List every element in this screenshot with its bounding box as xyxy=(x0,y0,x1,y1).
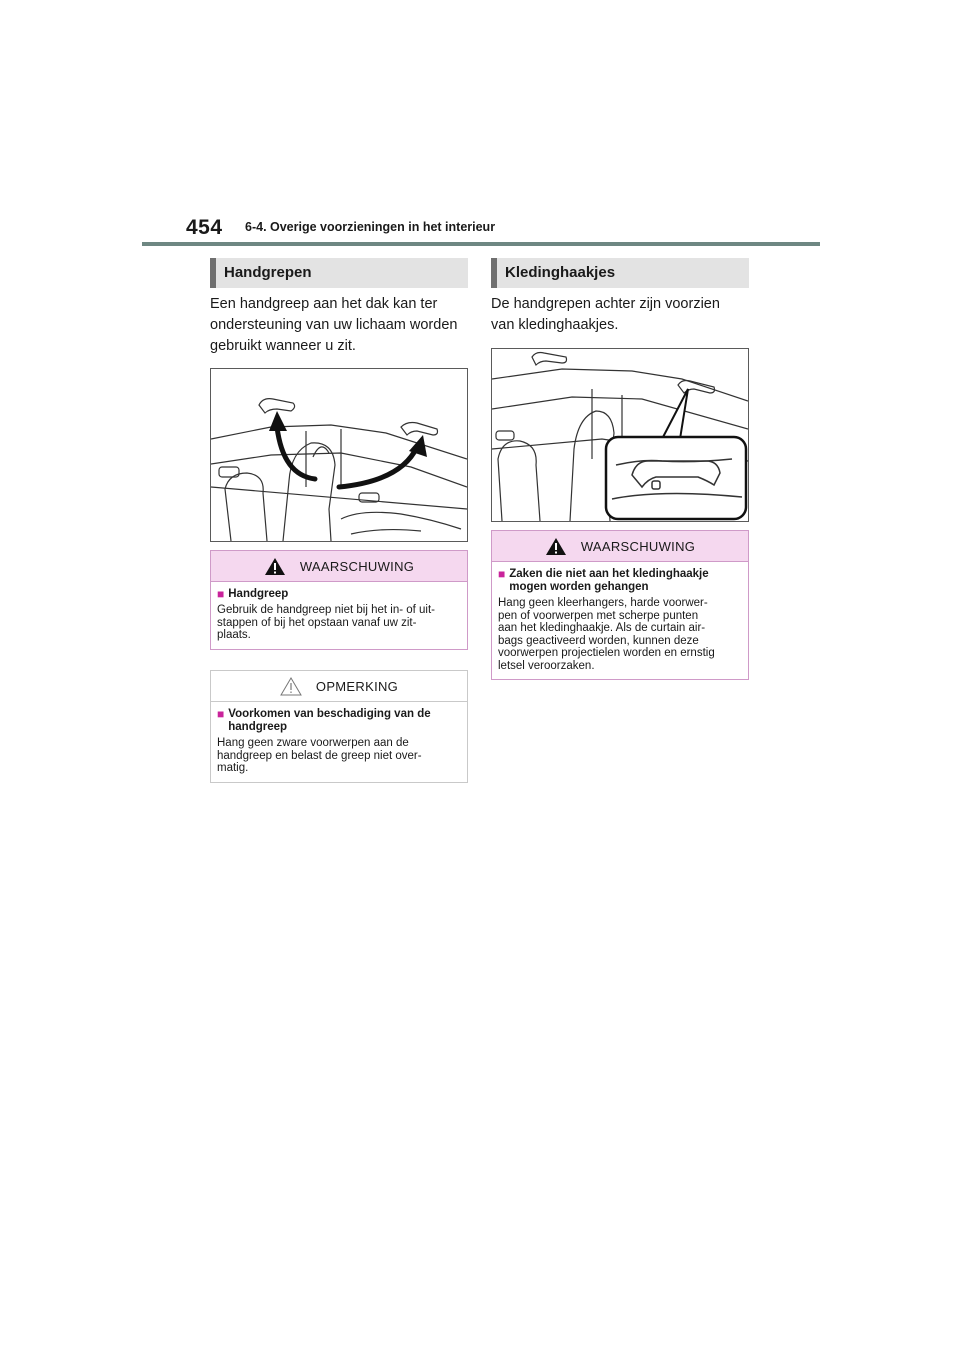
warning-line: Gebruik de handgreep niet bij het in- of uit- xyxy=(217,604,435,616)
warning-line: bags geactiveerd worden, kunnen deze xyxy=(498,634,699,647)
warning-text xyxy=(217,604,460,642)
intro-kledinghaakjes xyxy=(491,294,720,336)
page-number: 454 xyxy=(186,216,223,239)
notice-body xyxy=(211,702,467,782)
warning-item-title-line: Zaken die niet aan het kledinghaakje xyxy=(509,568,709,580)
notice-item-title-line: handgreep xyxy=(228,721,288,733)
warning-header xyxy=(211,551,467,582)
warning-title: WAARSCHUWING xyxy=(299,558,415,574)
warning-header xyxy=(492,531,748,562)
intro-line: gebruikt wanneer u zit. xyxy=(210,338,356,354)
warning-box-handgreep xyxy=(210,550,468,650)
figure-kledinghaakjes xyxy=(491,348,749,522)
warning-line: voorwerpen projectielen worden en ernstig xyxy=(498,647,715,659)
notice-line: handgreep en belast de greep niet over- xyxy=(217,749,422,762)
notice-header xyxy=(211,671,467,702)
warning-line: stappen of bij het opstaan vanaf uw zit- xyxy=(217,616,417,629)
warning-line: letsel veroorzaken. xyxy=(498,659,595,672)
warning-item-title xyxy=(217,588,460,601)
notice-item-title-line: Voorkomen van beschadiging van de xyxy=(228,708,431,720)
intro-line: ondersteuning van uw lichaam worden xyxy=(210,317,458,333)
notice-line: matig. xyxy=(217,762,249,774)
heading-kledinghaakjes: Kledinghaakjes xyxy=(491,258,749,288)
warning-line: aan het kledinghaakje. Als de curtain air- xyxy=(498,622,706,634)
warning-item-title-text xyxy=(509,568,708,594)
notice-item-title xyxy=(217,708,460,734)
intro-line: Een handgreep aan het dak kan ter xyxy=(210,296,438,312)
bullet-icon: ■ xyxy=(217,707,225,721)
heading-handgrepen: Handgrepen xyxy=(210,258,468,288)
notice-line: Hang geen zware voorwerpen aan de xyxy=(217,737,409,749)
warning-item-title-text: Handgreep xyxy=(228,588,289,600)
intro-line: De handgrepen achter zijn voorzien xyxy=(491,296,720,312)
warning-title: WAARSCHUWING xyxy=(580,538,696,554)
warning-triangle-icon xyxy=(264,557,286,576)
warning-text xyxy=(498,597,741,672)
intro-line: van kledinghaakjes. xyxy=(491,317,619,333)
warning-line: Hang geen kleerhangers, harde voorwer- xyxy=(498,597,708,609)
section-title: 6-4. Overige voorzieningen in het interieur xyxy=(245,220,496,234)
bullet-icon: ■ xyxy=(217,587,225,601)
header-rule xyxy=(142,242,820,246)
notice-item-title-text xyxy=(228,708,430,734)
warning-triangle-icon xyxy=(545,537,567,556)
caution-triangle-icon xyxy=(280,677,302,696)
intro-handgrepen xyxy=(210,294,457,357)
notice-title: OPMERKING xyxy=(315,678,399,694)
notice-text xyxy=(217,737,460,775)
warning-box-kledinghaakje xyxy=(491,530,749,680)
warning-line: plaats. xyxy=(217,629,251,641)
warning-body xyxy=(211,582,467,649)
warning-item-title-line: mogen worden gehangen xyxy=(509,581,649,593)
warning-item-title xyxy=(498,568,741,594)
bullet-icon: ■ xyxy=(498,567,506,581)
figure-handgrepen xyxy=(210,368,468,542)
warning-line: pen of voorwerpen met scherpe punten xyxy=(498,609,699,622)
notice-box-handgreep xyxy=(210,670,468,783)
warning-body xyxy=(492,562,748,679)
